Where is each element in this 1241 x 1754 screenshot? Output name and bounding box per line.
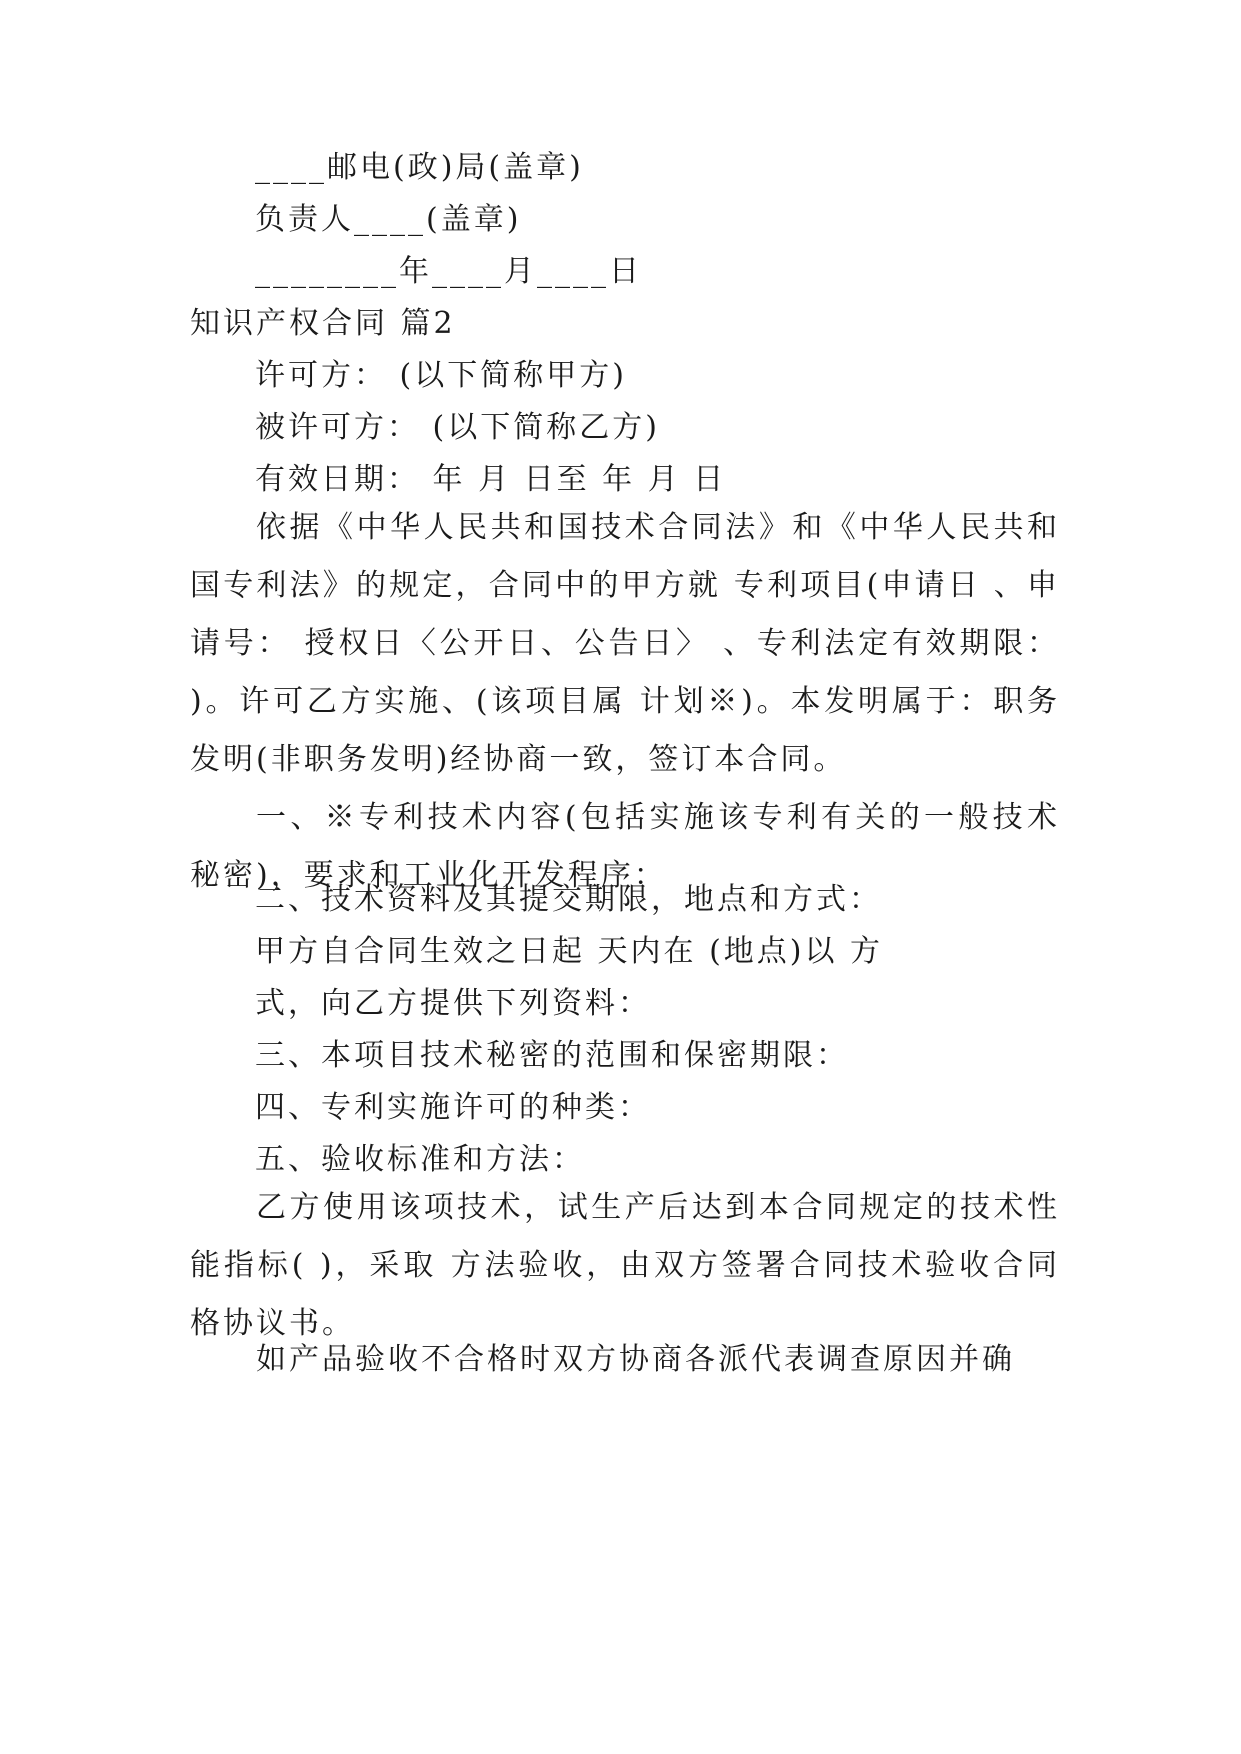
clause-2-text-line-2: 式，向乙方提供下列资料： <box>255 986 651 1021</box>
signature-date-line: ________年____月____日 <box>255 254 642 289</box>
clause-5-paragraph-2: 如产品验收不合格时双方协商各派代表调查原因并确 <box>256 1342 1015 1377</box>
clause-3: 三、本项目技术秘密的范围和保密期限： <box>255 1038 849 1073</box>
responsible-seal-line: 负责人____(盖章) <box>255 202 522 237</box>
licensor-line: 许可方： (以下简称甲方) <box>255 358 627 393</box>
clause-1: 一、※专利技术内容(包括实施该专利有关的一般技术秘密)，要求和工业化开发程序： <box>190 800 1060 893</box>
clause-5: 五、验收标准和方法： <box>255 1142 585 1177</box>
preamble-paragraph: 依据《中华人民共和国技术合同法》和《中华人民共和国专利法》的规定，合同中的甲方就 专利项目(申请日 、申请号： 授权日〈公开日、公告日〉 、专利法定有效期限： )。许可乙方实施、(该项目属 计划※)。本发明属于：职务发明(非职务发明)经协商一致，签订本合同。 <box>190 510 1060 777</box>
bureau-seal-line: ____邮电(政)局(盖章) <box>255 150 584 185</box>
section-title: 知识产权合同 篇2 <box>190 306 456 341</box>
clause-2-text-line-1: 甲方自合同生效之日起 天内在 (地点)以 方 <box>255 934 884 969</box>
clause-4: 四、专利实施许可的种类： <box>255 1090 651 1125</box>
clause-5-paragraph: 乙方使用该项技术，试生产后达到本合同规定的技术性能指标( )，采取 方法验收，由双方签署合同技术验收合同格协议书。 <box>190 1190 1060 1341</box>
validity-line: 有效日期： 年 月 日至 年 月 日 <box>255 462 727 497</box>
licensee-line: 被许可方： (以下简称乙方) <box>255 410 660 445</box>
clause-2: 二、技术资料及其提交期限，地点和方式： <box>255 882 882 917</box>
